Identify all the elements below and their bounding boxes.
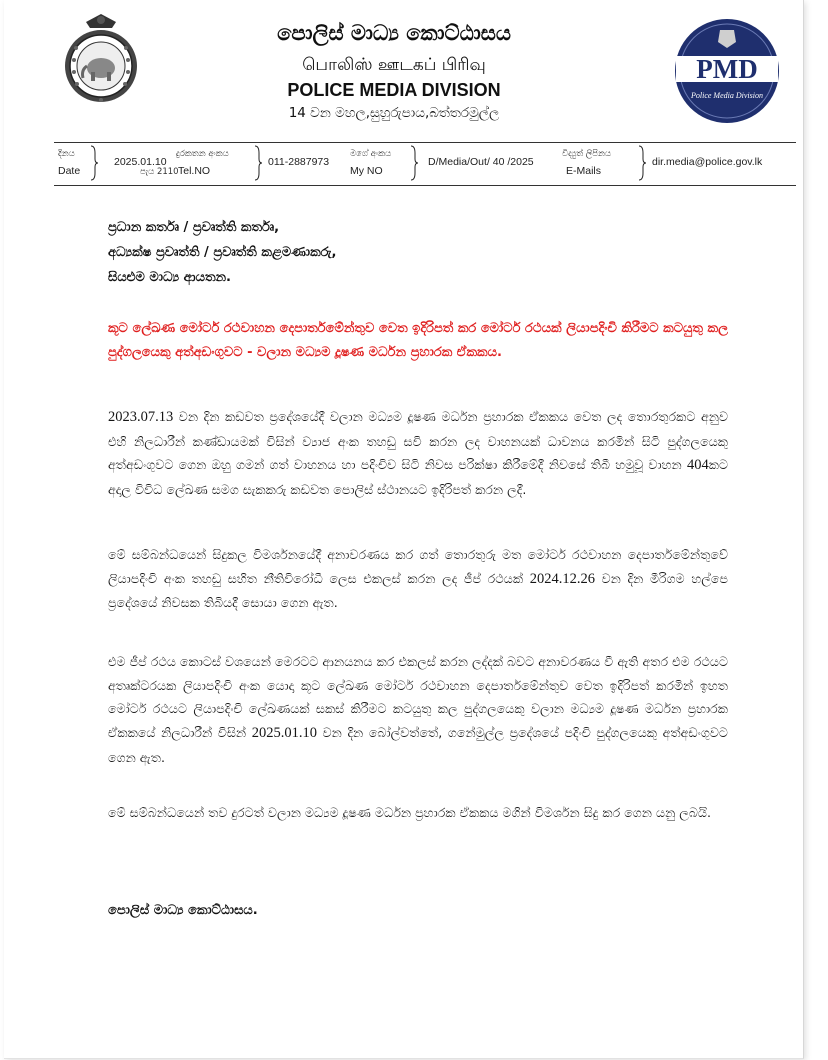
paragraph-text: වන දින බෝල්වත්තේ, ගනේමුල්ල ප්‍රදේශයේ පදිංචි පුද්ගලයෙකු අත්අඩංගුවට ගෙන ඇත.: [108, 725, 728, 765]
paragraph-text: කට අදාල විවිධ ලේඛණ සමග සැකකරු කඩවත පොලිස් ස්ථානයට ඉදිරිපත් කරන ලදී.: [108, 457, 728, 498]
paragraph-text: වන දින කඩවත ප්‍රදේශයේදී වලාන මධ්‍යම දූෂණ මර්ධන ප්‍රහාරක ඒකකය වෙත ලද තොරතුරකට අනුව එහි නිලධාරීන් කණ්ඩායමක් විසින් ව්‍යාජ අංක තහඩු සවි කරන ලද වාහනයක් ධාවනය කරමින් සිටි පුද්ගලයෙකු අත්අඩංගුවට ගෙන ඔහු ගමන් ගත් වාහනය හා පදිංචිව සිටි නිවස පරික්ෂා කිරීමේදී නිවසේ තිබී හමුවූ වාහන: [108, 409, 728, 473]
body-paragraph: [108, 650, 728, 770]
brace-icon: [254, 145, 262, 181]
addressee-line: අධ්‍යක්ෂ ප්‍රවෘත්ති / ප්‍රවෘත්ති කළමණාකරු,: [108, 245, 337, 260]
police-emblem-logo: [60, 8, 142, 108]
date-label-english: Date: [58, 165, 81, 177]
date-value: 2025.01.10: [114, 156, 167, 168]
body-paragraph: මේ සම්බන්ධයෙන් තව දුරටත් වලාන මධ්‍යම දූෂණ මර්ධන ප්‍රහාරක ඒකකය මගින් විමර්ශන සිදු කර ගෙන යනු ලබයි.: [108, 805, 711, 820]
addressee-line: ප්‍රධාන කර්තෘ / ප්‍රවෘත්ති කර්තෘ,: [108, 220, 280, 235]
phone-value: 011-2887973: [268, 156, 330, 168]
brace-icon: [410, 145, 418, 181]
division-title-english: POLICE MEDIA DIVISION: [287, 80, 501, 100]
paragraph-text: එම ජීප් රථය කොටස් වශයෙන් මෙරටට ආනයනය කර එකලස් කරන ලද්දක් බවට අනාවරණය වී ඇති අතර එම රථයට අත්‍රුක්ටරයක ලියාපදිංචි අංක යොදා කූට ලේඛණ මෝටර් රථවාහන දෙපාර්තමේන්තුව වෙත ඉදිරිපත් කරමින් ඉහත මෝටර් රථයට ලියාපදිංචි ලේඛණයක් සකස් කිරීමට කටයුතු කල පුද්ගලයෙකු වලාන මධ්‍යම දූෂණ මර්ධන ප්‍රහාරක ඒකකයේ නිලධාරීන් විසින්: [108, 654, 728, 741]
pmd-logo-subtext: Police Media Division: [691, 91, 763, 100]
arrest-date: 2025.01.10: [251, 725, 317, 742]
my-no-label-sinhala: මගේ අංකය: [350, 149, 392, 159]
division-title-tamil: பொலிஸ் ஊடகப் பிரிவு: [302, 55, 486, 75]
paragraph-text: වන දින මීරිගම හල්පෙ ප්‍රදේශයේ නිවසක තිබියදී සොයා ගෙන ඇත.: [108, 570, 728, 611]
phone-label-english: Tel.NO: [178, 165, 211, 177]
phone-label-sinhala: දුරකතන අංකය: [176, 149, 229, 159]
division-title-sinhala: පොලිස් මාධ්‍ය කොට්ඨාසය: [277, 20, 511, 45]
pmd-logo: [672, 16, 782, 126]
email-label-english: E-Mails: [566, 165, 602, 177]
brace-icon: [90, 145, 98, 181]
incident-date: 2023.07.13: [108, 409, 174, 425]
brace-icon: [638, 145, 646, 181]
signature: පොලිස් මාධ්‍ය කොට්ඨාසය.: [108, 903, 258, 918]
paragraph-text: මේ සම්බන්ධයෙන් සිදුකල විමර්ශනයේදී අනාවරණය කර ගත් තොරතුරු මත මෝටර් රථවාහන දෙපාර්තමේන්තුවේ ලියාපදිංචි අංක තහඩු සහිත නීතිවිරෝධී ලෙස එකලස් කරන ලද ජීප් රථයක්: [108, 547, 728, 586]
time-note: පැය 2110: [140, 167, 179, 177]
my-no-value: D/Media/Out/ 40 /2025: [428, 156, 534, 168]
addressee-line: සියළුම මාධ්‍ය ආයතන.: [108, 270, 231, 285]
reference-bar: [54, 142, 796, 186]
discovery-date: 2024.12.26: [529, 570, 595, 587]
division-address: 14 වන මහල,සුහුරුපාය,බත්තරමුල්ල: [288, 105, 500, 121]
body-paragraph: [108, 405, 728, 502]
date-label-sinhala: දිනය: [58, 149, 75, 159]
pmd-logo-text: PMD: [696, 54, 758, 84]
addressee-block: [108, 215, 708, 290]
my-no-label-english: My NO: [350, 165, 383, 177]
email-label-sinhala: විද්‍යුත් ලිපිනය: [562, 149, 611, 159]
letter-page: [4, 0, 804, 1059]
body-paragraph: [108, 543, 728, 615]
subject-heading: කූට ලේඛණ මෝටර් රථවාහන දෙපාර්තමේන්තුව වෙත ඉදිරිපත් කර මෝටර් රථයක් ලියාපදිංචි කිරීමට කටයුතු කල පුද්ගලයෙකු අත්අඩංගුවට - වලාන මධ්‍යම දූෂණ මර්ධන ප්‍රහාරක ඒකකය.: [108, 321, 728, 360]
vehicle-count: 404: [686, 457, 709, 474]
email-value: dir.media@police.gov.lk: [652, 156, 763, 168]
